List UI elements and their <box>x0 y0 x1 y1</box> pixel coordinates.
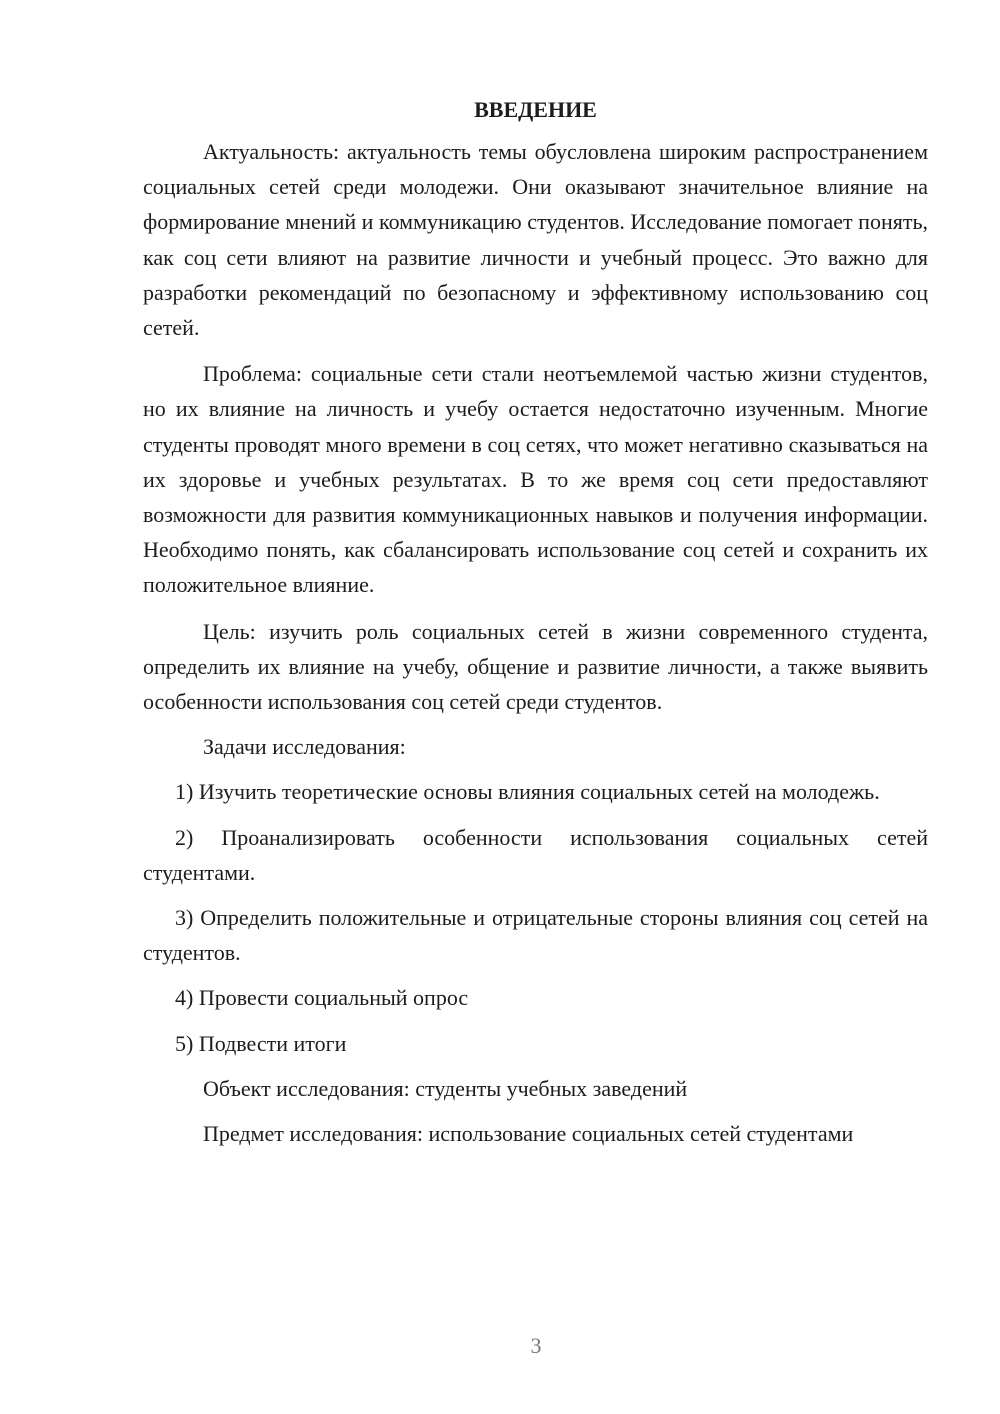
task-item: 3) Определить положительные и отрицательные стороны влияния соц сетей на студентов. <box>143 905 928 966</box>
research-object: Объект исследования: студенты учебных заведений <box>203 1075 688 1101</box>
research-subject: Предмет исследования: использование социальных сетей студентами <box>203 1121 854 1147</box>
page-number: 3 <box>530 1333 542 1358</box>
tasks-heading: Задачи исследования: <box>203 734 406 760</box>
goal-paragraph: Цель: изучить роль социальных сетей в жизни современного студента, определить их влияние на учебу, общение и развитие личности, а также выявить особенности использования соц сетей среди студентов. <box>143 618 928 715</box>
section-title: ВВЕДЕНИЕ <box>474 97 597 122</box>
task-item: 4) Провести социальный опрос <box>175 985 469 1011</box>
task-item: 2) Проанализировать особенности использования социальных сетей студентами. <box>143 824 928 885</box>
task-item: 5) Подвести итоги <box>175 1030 347 1056</box>
problem-paragraph: Проблема: социальные сети стали неотъемлемой частью жизни студентов, но их влияние на личность и учебу остается недостаточно изученным. Многие студенты проводят много времени в соц сетях, что может негативно сказываться на их здоровье и учебных результатах. В то же время соц сети предоставляют возможности для развития коммуникационных навыков и получения информации. Необходимо понять, как сбалансировать использование соц сетей и сохранить их положительное влияние. <box>143 361 928 598</box>
task-item: 1) Изучить теоретические основы влияния социальных сетей на молодежь. <box>175 779 880 805</box>
page-body <box>143 96 928 1151</box>
relevance-paragraph: Актуальность: актуальность темы обусловлена широким распространением социальных сетей среди молодежи. Они оказывают значительное влияние на формирование мнений и коммуникацию студентов. Исследование помогает понять, как соц сети влияют на развитие личности и учебный процесс. Это важно для разработки рекомендаций по безопасному и эффективному использованию соц сетей. <box>143 139 928 341</box>
